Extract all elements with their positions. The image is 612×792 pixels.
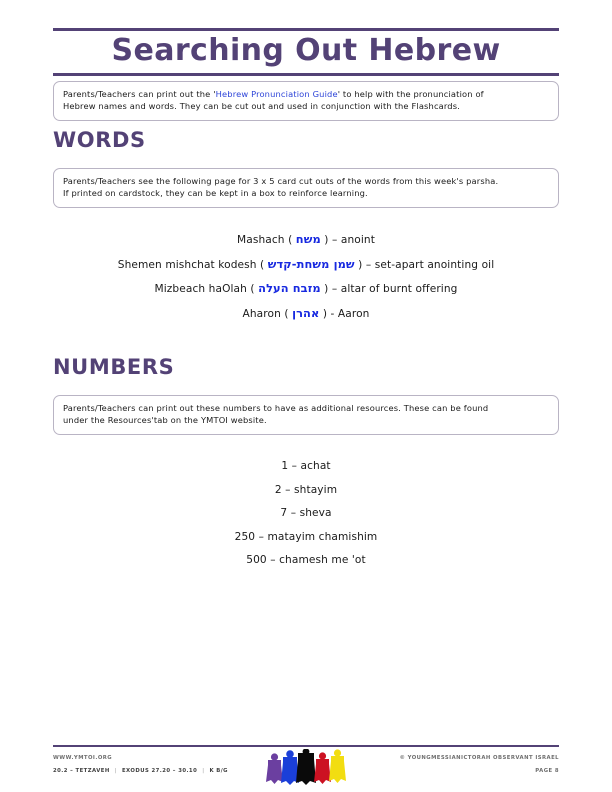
footer-copyright: © YOUNGMESSIANICTORAH OBSERVANT ISRAEL <box>399 755 559 761</box>
number-dash: – <box>287 507 300 519</box>
number-entry <box>53 549 559 573</box>
logo-figure-black <box>296 749 316 785</box>
intro-text-before-link: Parents/Teachers can print out the ' <box>63 89 216 99</box>
number-numeral: 250 <box>234 530 256 543</box>
word-hebrew: משח <box>295 232 321 246</box>
logo-figure-red <box>314 752 331 784</box>
number-name: matayim chamishim <box>267 530 378 543</box>
words-info-line-1: Parents/Teachers see the following page for 3 x 5 card cut outs of the words from this week's parsha. <box>63 176 499 186</box>
word-paren-close: ) – <box>354 258 375 271</box>
number-dash: – <box>288 460 301 472</box>
footer-lesson: 20.2 – TETZAVEH <box>53 768 110 774</box>
word-transliteration: Aharon <box>242 307 281 320</box>
word-meaning: set-apart anointing oil <box>374 258 495 271</box>
word-paren-close: ) - <box>319 307 338 320</box>
numbers-info-line-2: under the Resources'tab on the YMTOI website. <box>63 415 267 426</box>
number-numeral: 7 <box>280 507 288 519</box>
footer-page-number: PAGE 8 <box>535 768 559 774</box>
number-entry <box>53 479 559 503</box>
intro-line-1 <box>63 88 549 100</box>
word-paren-close: ) – <box>320 283 341 295</box>
footer-divider: | <box>114 768 117 774</box>
word-transliteration: Mashach <box>237 234 285 246</box>
number-entry <box>53 455 559 479</box>
footer-right-block <box>400 752 559 778</box>
words-info-box <box>53 168 559 208</box>
word-paren-open: ( <box>280 307 293 320</box>
intro-text-after-link: ' to help with the pronunciation of <box>337 89 484 99</box>
hebrew-word-list <box>53 228 559 326</box>
number-name: shtayim <box>294 483 338 496</box>
word-entry <box>53 302 559 327</box>
number-numeral: 1 <box>281 460 289 472</box>
number-entry <box>53 526 559 550</box>
footer-rule <box>53 745 559 747</box>
word-meaning: anoint <box>340 234 375 246</box>
footer-website[interactable]: WWW.YMTOI.ORG <box>53 755 113 761</box>
hebrew-pronunciation-guide-link[interactable]: Hebrew Pronunciation Guide <box>215 89 338 99</box>
hebrew-number-list <box>53 455 559 573</box>
word-entry <box>53 228 559 253</box>
number-dash: – <box>255 530 268 543</box>
word-hebrew: אהרן <box>292 305 320 320</box>
footer-left-block <box>53 752 228 778</box>
numbers-info-box <box>53 395 559 435</box>
number-dash: – <box>266 554 280 566</box>
page-title: Searching Out Hebrew <box>111 33 501 68</box>
footer-meta-line <box>53 765 228 778</box>
intro-info-box <box>53 81 559 121</box>
word-meaning: altar of burnt offering <box>340 283 458 295</box>
word-paren-close: ) – <box>320 234 341 246</box>
number-name: chamesh me 'ot <box>279 554 366 566</box>
number-entry <box>53 502 559 526</box>
word-entry <box>53 277 559 302</box>
number-name: sheva <box>299 507 332 519</box>
number-name: achat <box>300 460 331 472</box>
word-entry <box>53 253 559 278</box>
footer-grade: K B/G <box>209 768 228 774</box>
intro-line-2: Hebrew names and words. They can be cut out and used in conjunction with the Flashcards. <box>63 101 460 112</box>
word-hebrew: שמן משחת-קדש <box>267 256 355 271</box>
words-info-line-2: If printed on cardstock, they can be kept in a box to reinforce learning. <box>63 188 368 199</box>
title-rule-bottom <box>53 73 559 76</box>
logo-figure-purple <box>266 753 283 784</box>
footer-divider: | <box>202 768 205 774</box>
word-paren-open: ( <box>284 234 296 246</box>
section-heading-words: WORDS <box>53 128 146 152</box>
word-transliteration: Mizbeach haOlah <box>154 283 247 295</box>
word-transliteration: Shemen mishchat kodesh <box>117 258 257 271</box>
numbers-info-line-1: Parents/Teachers can print out these numbers to have as additional resources. These can be found <box>63 403 489 413</box>
number-numeral: 2 <box>274 483 282 496</box>
number-numeral: 500 <box>246 554 267 566</box>
word-paren-open: ( <box>246 283 259 295</box>
footer-scripture: EXODUS 27.20 – 30.10 <box>121 768 198 774</box>
word-meaning: Aaron <box>337 307 370 320</box>
section-heading-numbers: NUMBERS <box>53 355 175 379</box>
word-hebrew: מזבח העלה <box>258 281 321 295</box>
ymtoi-figures-logo <box>264 749 350 789</box>
number-dash: – <box>281 483 295 496</box>
logo-figure-yellow <box>329 749 346 783</box>
title-block <box>53 28 559 76</box>
word-paren-open: ( <box>256 258 268 271</box>
